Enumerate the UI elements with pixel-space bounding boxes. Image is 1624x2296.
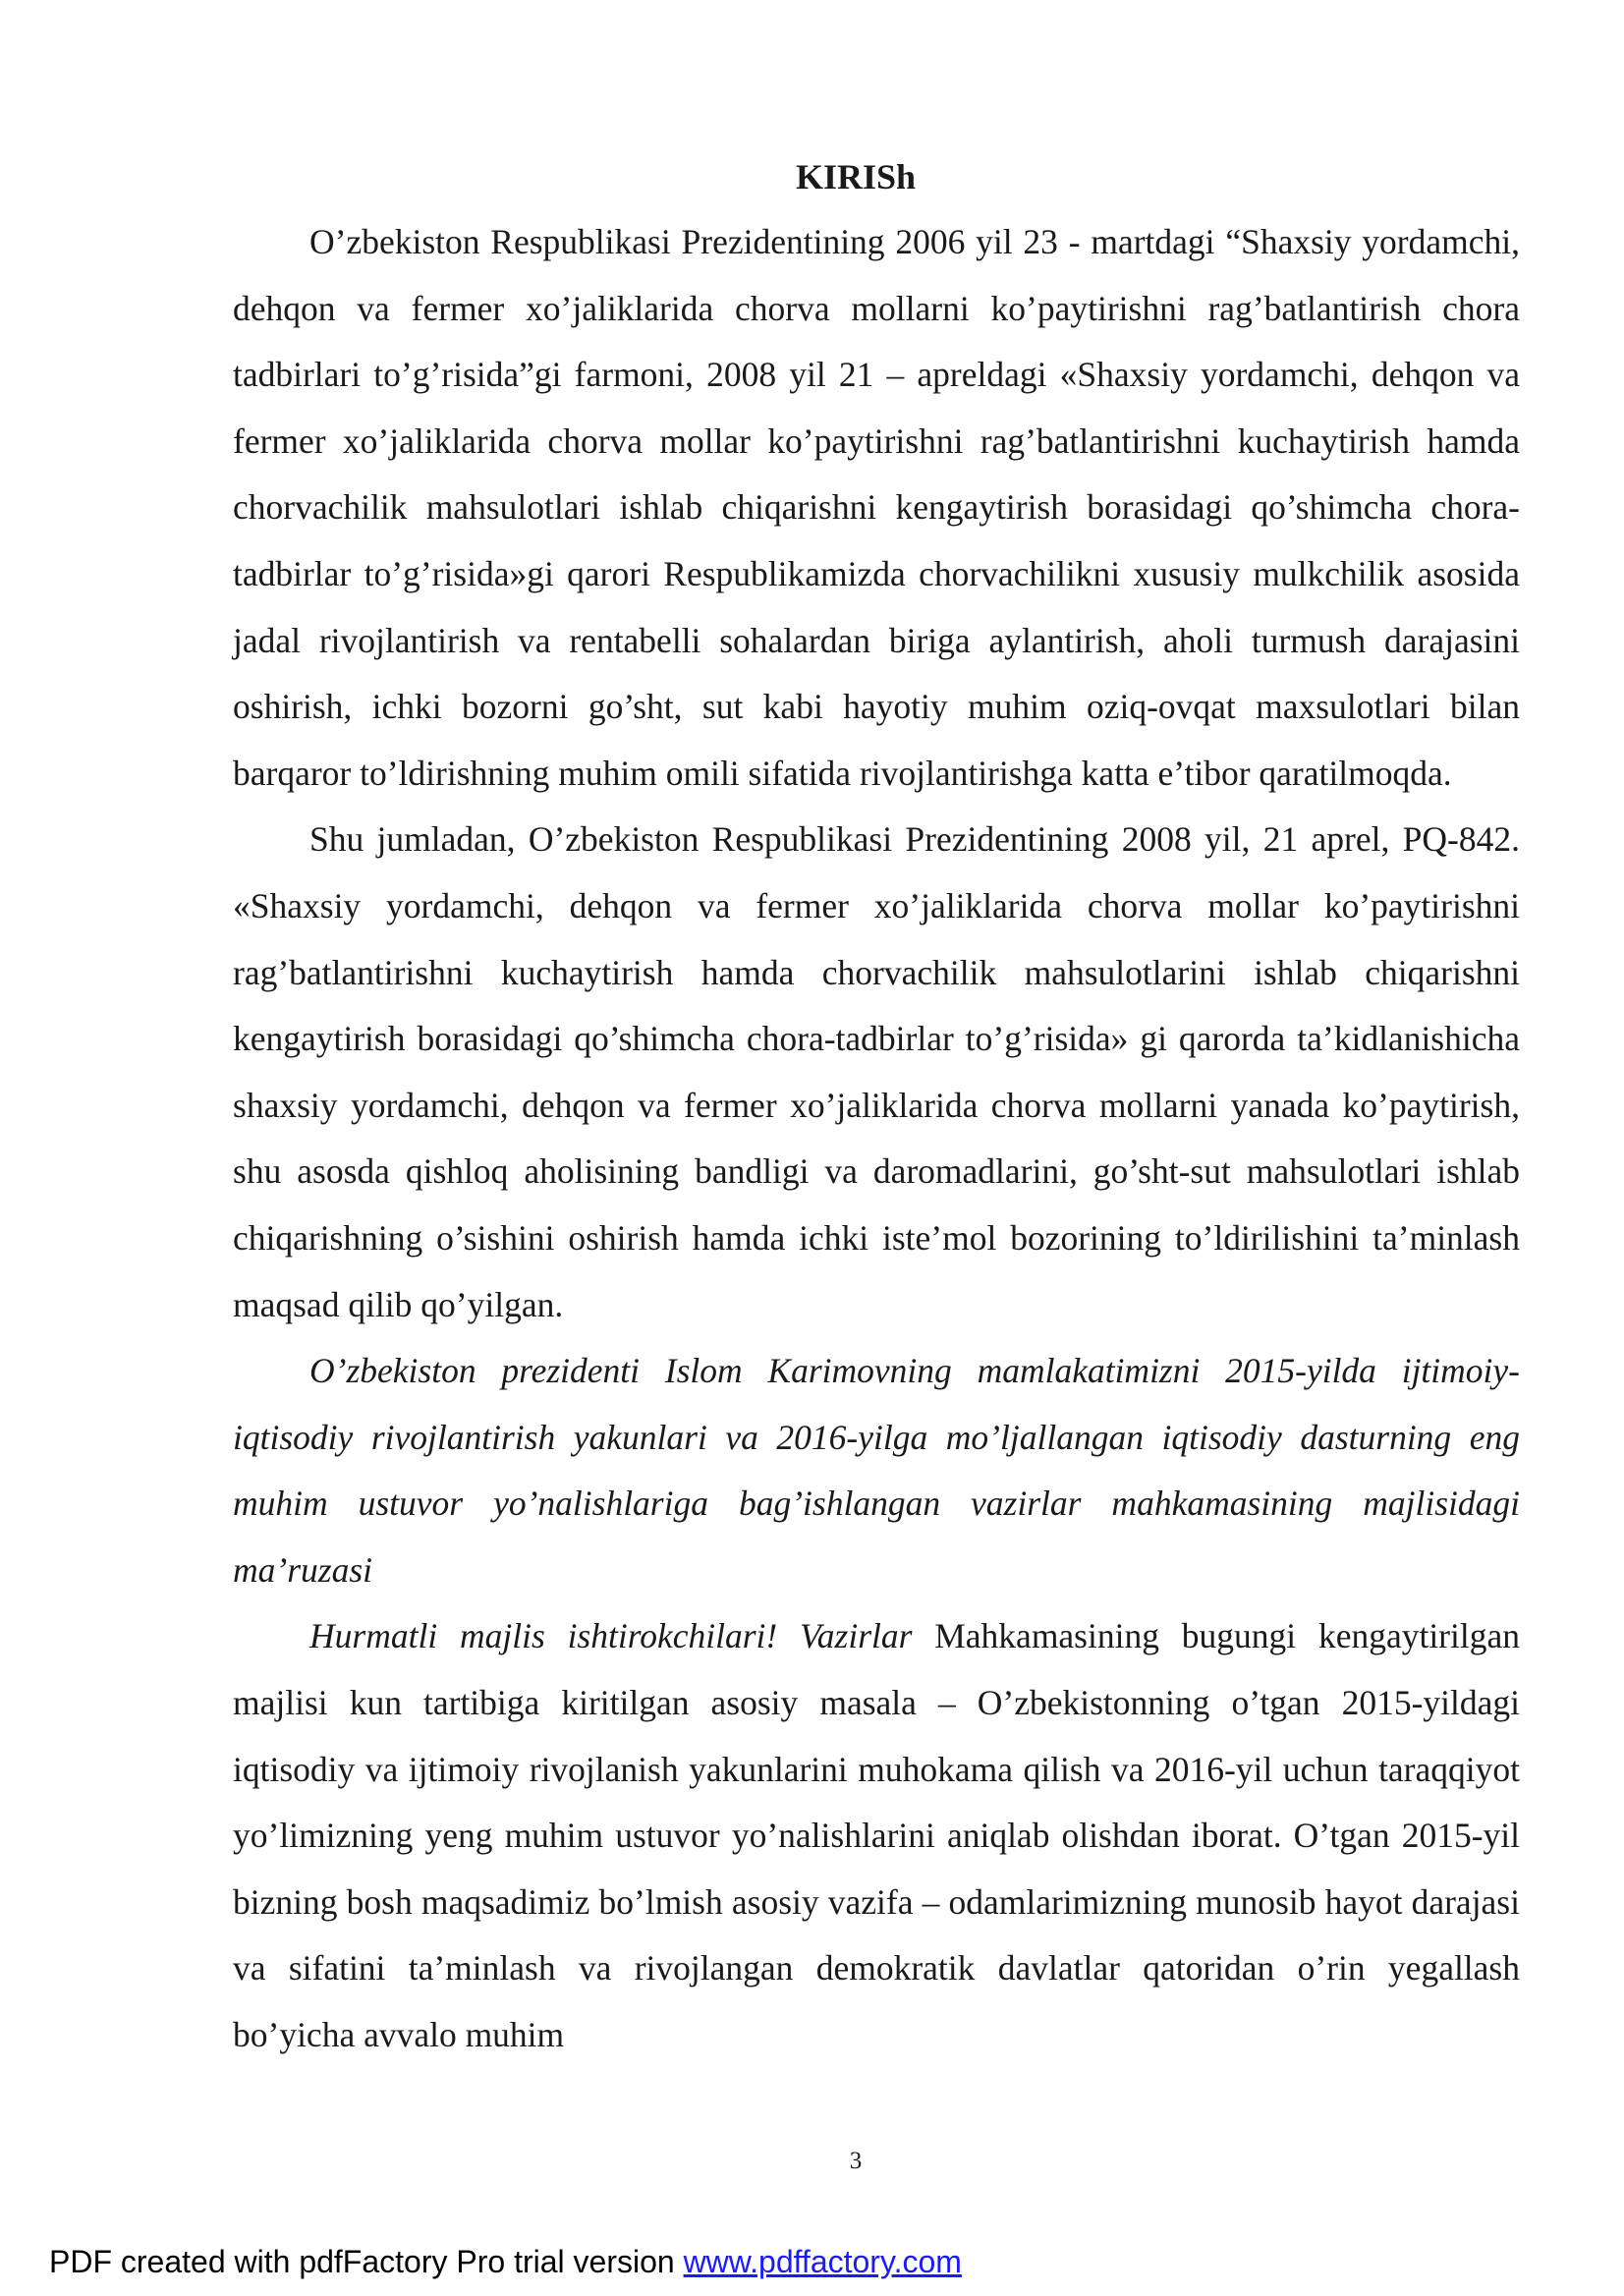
page-number: 3 <box>849 2148 863 2174</box>
page-title: KIRISh <box>795 157 917 196</box>
paragraph-4 <box>233 1603 1520 2068</box>
paragraph-3: O’zbekiston prezidenti Islom Karimovning mamlakatimizni 2015-yilda ijtimoiy-iqtisodiy rivojlantirish yakunlari va 2016-yilga mo’ljallangan iqtisodiy dasturning eng muhim ustuvor yo’nalishlariga bag’ishlangan vazirlar mahkamasining majlisidagi ma’ruzasi <box>233 1351 1520 1590</box>
paragraph-2: Shu jumladan, O’zbekiston Respublikasi Prezidentining 2008 yil, 21 aprel, PQ-842. «Shaxsiy yordamchi, dehqon va fermer xo’jaliklarida chorva mollar ko’paytirishni rag’batlantirishni kuchaytirish hamda chorvachilik mahsulotlarini ishlab chiqarishni kengaytirish borasidagi qo’shimcha chora-tadbirlar to’g’risida» gi qarorda ta’kidlanishicha shaxsiy yordamchi, dehqon va fermer xo’jaliklarida chorva mollarni yanada ko’paytirish, shu asosda qishloq aholisining bandligi va daromadlarini, go’sht-sut mahsulotlari ishlab chiqarishning o’sishini oshirish hamda ichki iste’mol bozorining to’ldirilishini ta’minlash maqsad qilib qo’yilgan. <box>233 819 1520 1324</box>
paragraph-4-text: Mahkamasining bugungi kengaytirilgan majlisi kun tartibiga kiritilgan asosiy masala – O’zbekistonning o’tgan 2015-yildagi iqtisodiy va ijtimoiy rivojlanish yakunlarini muhokama qilish va 2016-yil uchun taraqqiyot yo’limizning yeng muhim ustuvor yo’nalishlarini aniqlab olishdan iborat. O’tgan 2015-yil bizning bosh maqsadimiz bo’lmish asosiy vazifa – odamlarimizning munosib hayot darajasi va sifatini ta’minlash va rivojlangan demokratik davlatlar qatoridan o’rin yegallash bo’yicha avvalo muhim <box>233 1616 1520 2055</box>
body-text <box>233 209 1520 2069</box>
paragraph-4-italic-lead: Hurmatli majlis ishtirokchilari! Vazirlar <box>309 1616 913 1656</box>
footer-link[interactable]: www.pdffactory.com <box>683 2244 962 2279</box>
footer-text: PDF created with pdfFactory Pro trial version <box>49 2244 684 2279</box>
paragraph-1: O’zbekiston Respublikasi Prezidentining 2006 yil 23 - martdagi “Shaxsiy yordamchi, dehqon va fermer xo’jaliklarida chorva mollarni ko’paytirishni rag’batlantirish chora tadbirlari to’g’risida”gi farmoni, 2008 yil 21 – apreldagi «Shaxsiy yordamchi, dehqon va fermer xo’jaliklarida chorva mollar ko’paytirishni rag’batlantirishni kuchaytirish hamda chorvachilik mahsulotlari ishlab chiqarishni kengaytirish borasidagi qo’shimcha chora-tadbirlar to’g’risida»gi qarori Respublikamizda chorvachilikni xususiy mulkchilik asosida jadal rivojlantirish va rentabelli sohalardan biriga aylantirish, aholi turmush darajasini oshirish, ichki bozorni go’sht, sut kabi hayotiy muhim oziq-ovqat maxsulotlari bilan barqaror to’ldirishning muhim omili sifatida rivojlantirishga katta e’tibor qaratilmoqda. <box>233 222 1520 793</box>
pdf-footer <box>49 2242 962 2281</box>
